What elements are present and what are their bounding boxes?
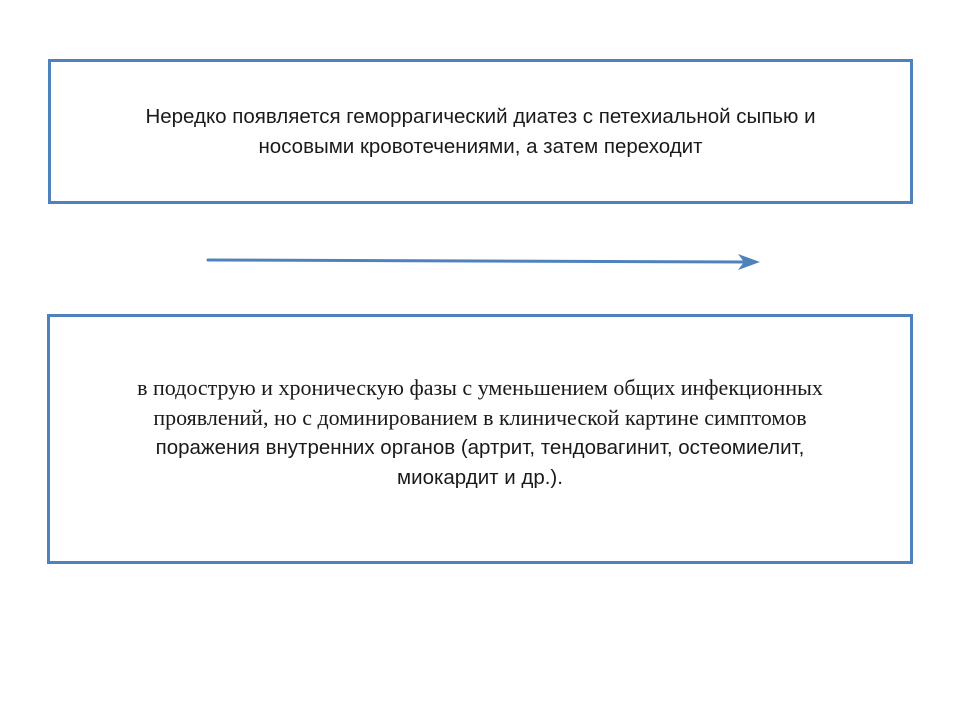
top-box-line-2: носовыми кровотечениями, а затем переходит: [258, 134, 703, 158]
right-arrow-icon: [200, 248, 770, 278]
bottom-box-line-3: поражения внутренних органов (артрит, тендовагинит, остеомиелит,: [155, 435, 805, 459]
bottom-text-box: [47, 314, 913, 564]
bottom-box-line-1: в подострую и хроническую фазы с уменьшением общих инфекционных: [137, 374, 823, 400]
top-box-text: [125, 102, 835, 162]
bottom-box-line-2: проявлений, но с доминированием в клинической картине симптомов: [153, 404, 807, 430]
bottom-box-line-4: миокардит и др.).: [397, 465, 563, 489]
top-box-line-1: Нередко появляется геморрагический диатез с петехиальной сыпью и: [145, 104, 816, 128]
bottom-box-text: [123, 373, 837, 493]
top-text-box: [48, 59, 913, 204]
